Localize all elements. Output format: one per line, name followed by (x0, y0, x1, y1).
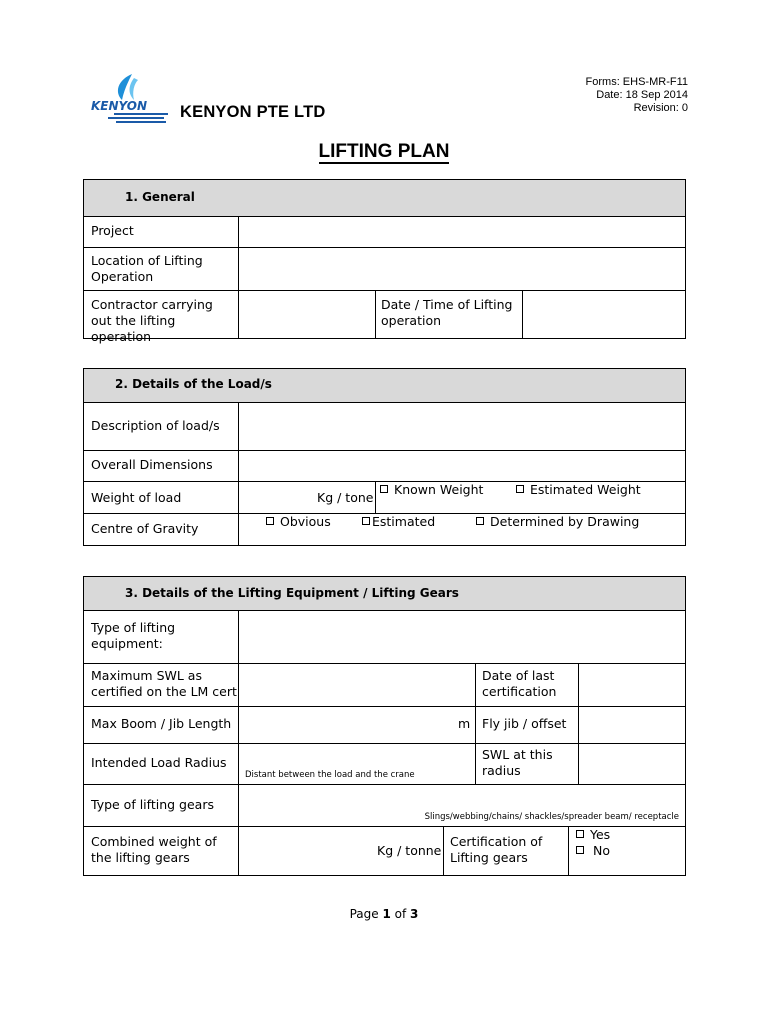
contractor-label: Contractor carrying out the lifting operation (91, 297, 213, 344)
obvious-option[interactable]: Obvious (266, 514, 331, 530)
boom-unit: m (458, 716, 471, 731)
description-label: Description of load/s (91, 418, 220, 433)
yes-option[interactable]: Yes (576, 827, 610, 843)
equipment-type-label: Type of lifting equipment: (91, 620, 176, 651)
no-checkbox[interactable] (576, 846, 584, 854)
load-header: 2. Details of the Load/s (84, 369, 685, 403)
form-date: Date: 18 Sep 2014 (596, 89, 688, 101)
document-title: LIFTING PLAN (318, 141, 450, 162)
location-label: Location of Lifting Operation (91, 253, 203, 284)
general-header: 1. General (84, 180, 685, 217)
dimensions-label: Overall Dimensions (91, 457, 213, 472)
kenyon-logo (88, 72, 172, 128)
form-revision: Revision: 0 (633, 102, 688, 114)
swl-radius-label: SWL at this radius (482, 747, 553, 778)
page-number: Page 1 of 3 (349, 907, 419, 921)
general-table (83, 179, 686, 344)
project-label: Project (91, 223, 134, 238)
estimated-checkbox[interactable] (362, 517, 370, 525)
obvious-checkbox[interactable] (266, 517, 274, 525)
max-swl-label: Maximum SWL as certified on the LM cert (91, 668, 237, 699)
known-weight-checkbox[interactable] (380, 485, 388, 493)
estimated-weight-checkbox[interactable] (516, 485, 524, 493)
no-option[interactable]: No (576, 843, 610, 859)
combined-weight-label: Combined weight of the lifting gears (91, 834, 217, 865)
radius-note: Distant between the load and the crane (245, 770, 415, 780)
weight-label: Weight of load (91, 490, 182, 505)
svg-text:KENYON: KENYON (91, 99, 148, 113)
boom-label: Max Boom / Jib Length (91, 716, 232, 731)
cog-label: Centre of Gravity (91, 521, 199, 536)
equipment-header: 3. Details of the Lifting Equipment / Lifting Gears (84, 577, 685, 611)
combined-unit: Kg / tonne (377, 843, 442, 858)
gears-type-label: Type of lifting gears (91, 797, 214, 812)
form-meta (586, 76, 688, 115)
by-drawing-checkbox[interactable] (476, 517, 484, 525)
estimated-option[interactable]: Estimated (362, 514, 435, 530)
datetime-label: Date / Time of Lifting operation (381, 297, 513, 328)
known-weight-option[interactable]: Known Weight (380, 482, 483, 498)
company-name: KENYON PTE LTD (180, 103, 326, 121)
fly-jib-label: Fly jib / offset (482, 716, 567, 731)
cert-gears-label: Certification of Lifting gears (450, 834, 543, 865)
gears-note: Slings/webbing/chains/ shackles/spreader beam/ receptacle (424, 812, 679, 822)
estimated-weight-option[interactable]: Estimated Weight (516, 482, 641, 498)
equipment-table (83, 576, 686, 876)
by-drawing-option[interactable]: Determined by Drawing (476, 514, 639, 530)
load-table (83, 368, 686, 546)
yes-checkbox[interactable] (576, 830, 584, 838)
last-cert-label: Date of last certification (482, 668, 557, 699)
radius-label: Intended Load Radius (91, 755, 227, 770)
weight-unit: Kg / tone (317, 490, 374, 505)
form-code: Forms: EHS-MR-F11 (585, 76, 688, 88)
